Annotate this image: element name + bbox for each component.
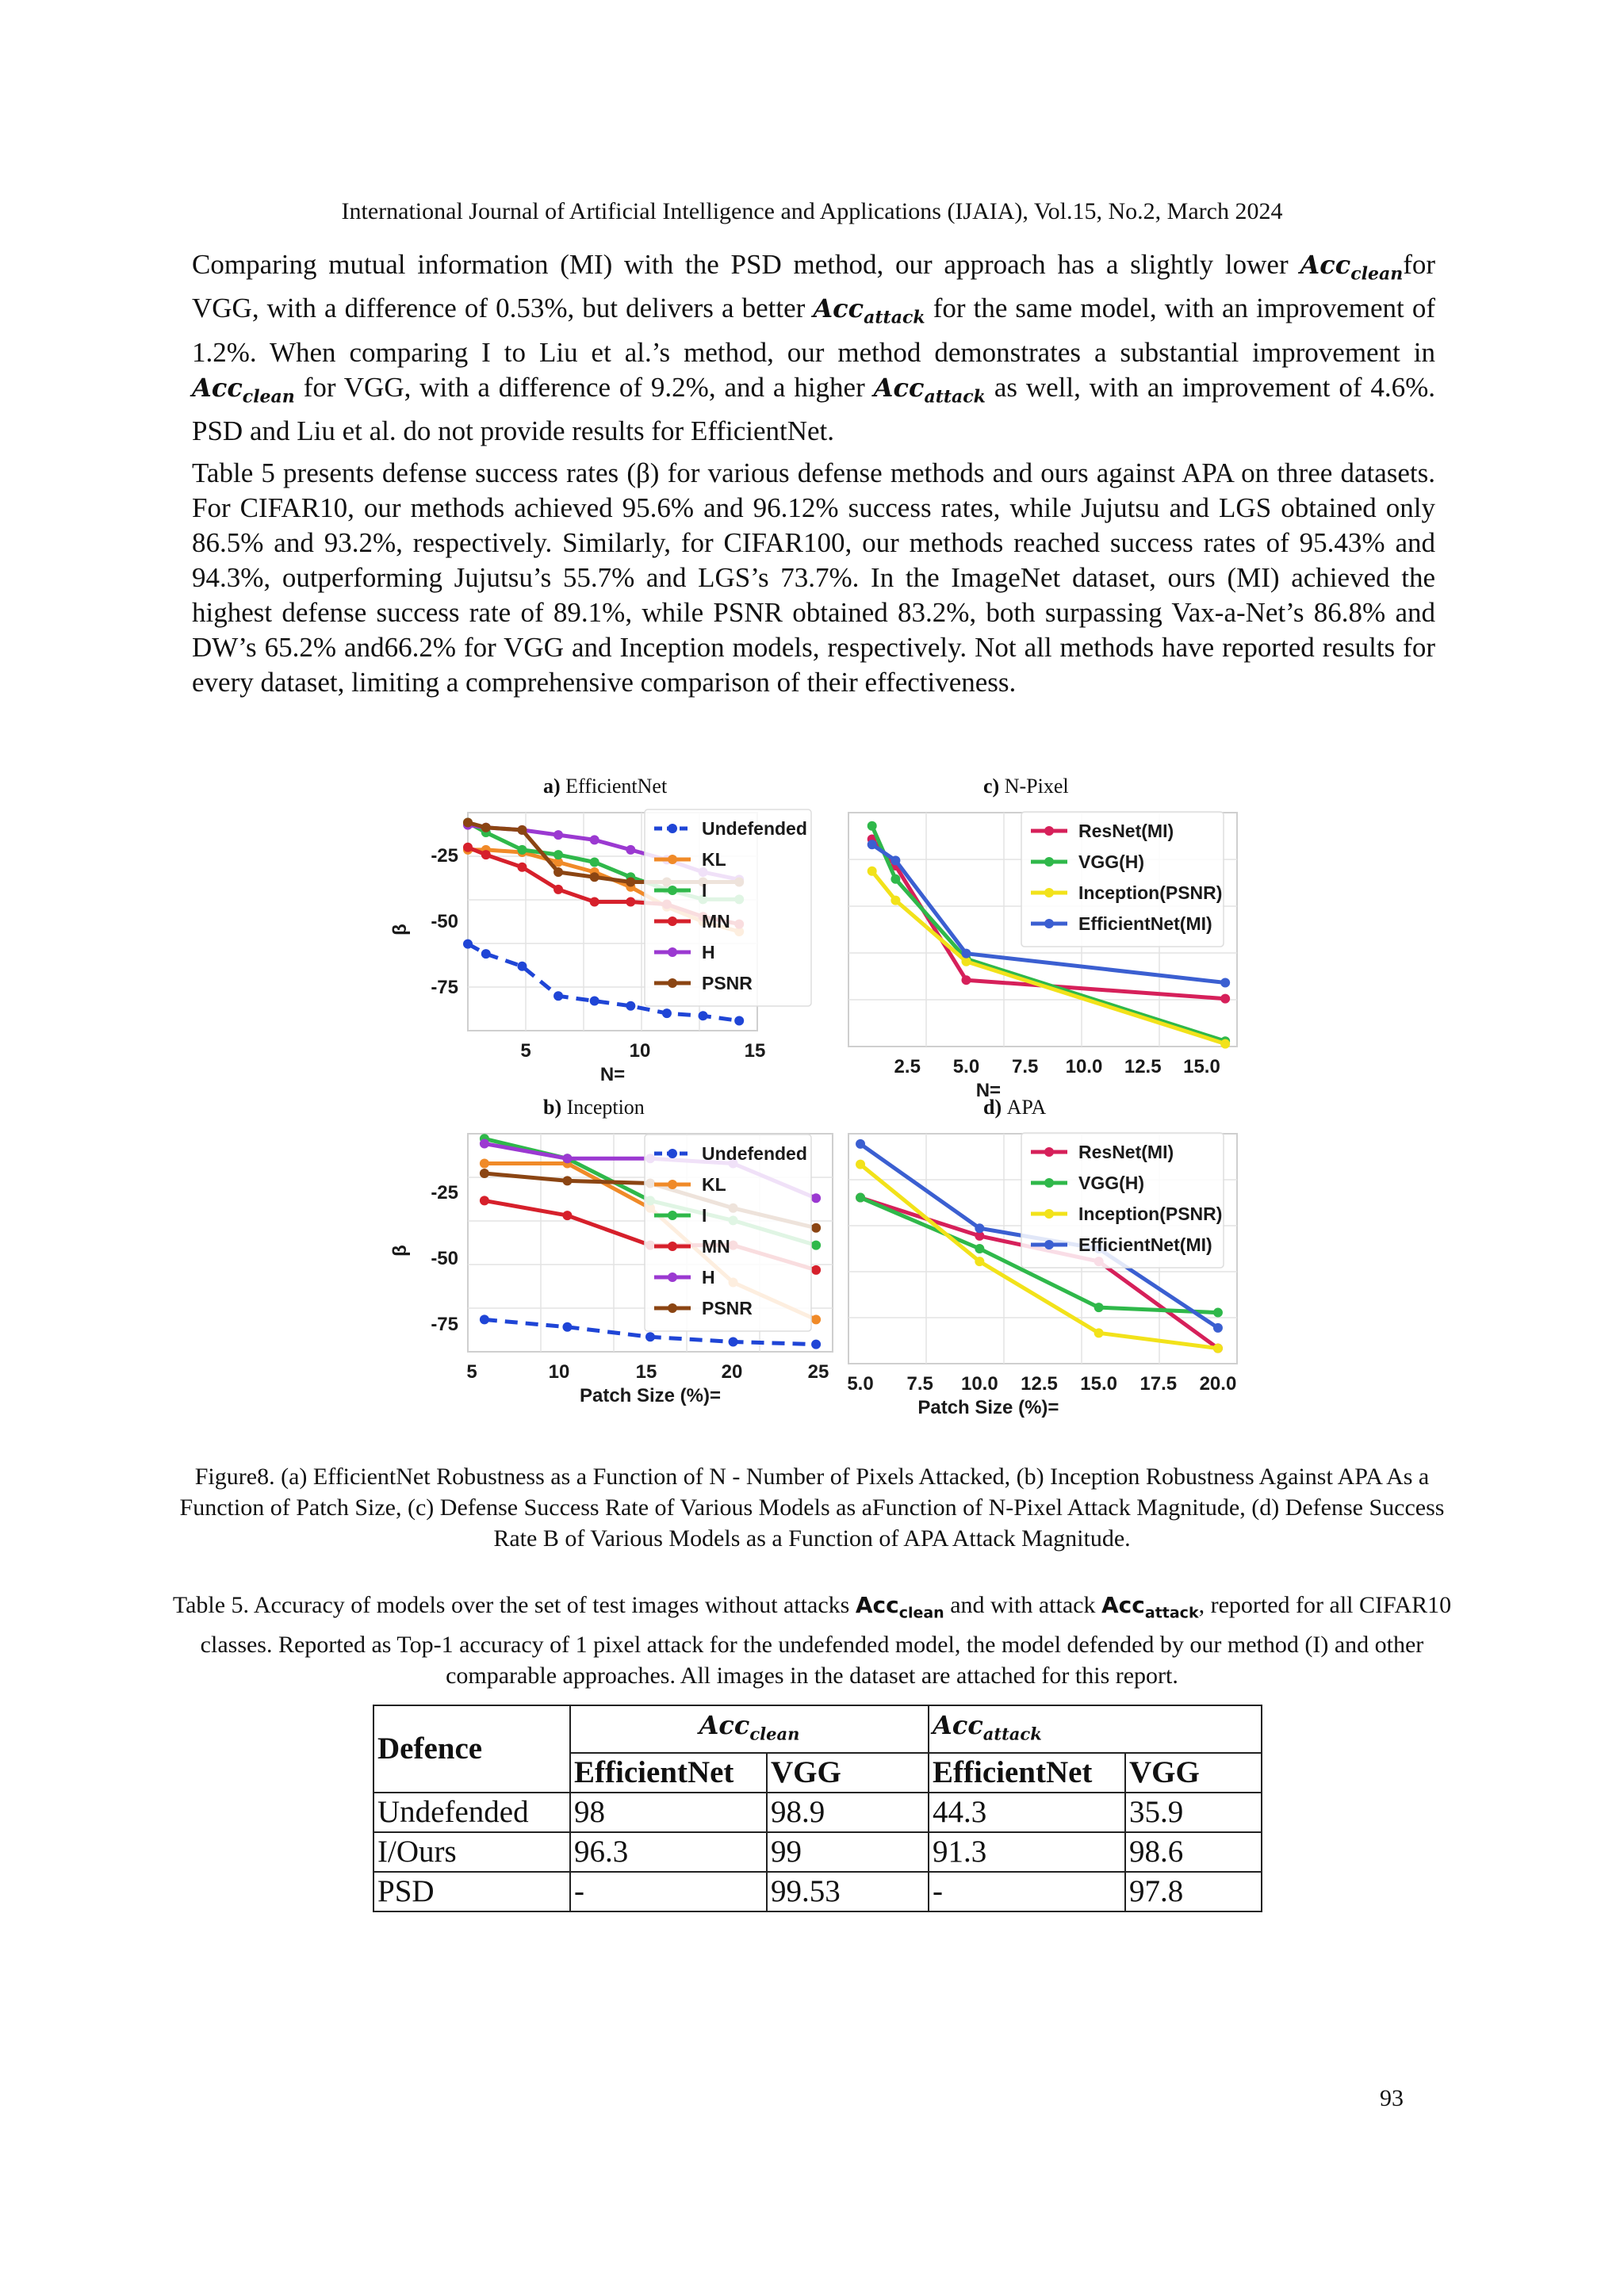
- data-point: [1220, 994, 1230, 1004]
- cell: 98.9: [767, 1793, 929, 1832]
- x-tick-label: 20: [721, 1361, 743, 1383]
- para1-text-2: for VGG, with a difference of 0.53%, but delivers a better: [192, 249, 1435, 324]
- data-point: [590, 997, 599, 1006]
- row-name: PSD: [373, 1872, 570, 1911]
- legend-marker: [668, 1303, 677, 1313]
- chart-title-prefix: c): [983, 775, 1005, 798]
- page-number: 93: [1380, 2085, 1404, 2111]
- x-tick-label: 10: [548, 1361, 570, 1383]
- data-point: [856, 1160, 865, 1169]
- data-point: [811, 1314, 821, 1324]
- legend-label: KL: [702, 849, 726, 870]
- data-point: [891, 855, 900, 865]
- x-tick-label: 10.0: [960, 1373, 998, 1395]
- legend-marker: [1044, 1147, 1054, 1157]
- legend-label: EfficientNet(MI): [1078, 913, 1212, 934]
- data-point: [856, 1139, 865, 1149]
- x-tick-label: 20.0: [1199, 1373, 1237, 1395]
- legend-label: H: [702, 1267, 715, 1288]
- data-point: [1220, 1039, 1230, 1049]
- chart-title-c: [983, 775, 1069, 798]
- legend-marker: [1044, 888, 1054, 897]
- data-point: [699, 1011, 708, 1020]
- x-tick-label: 15: [744, 1040, 766, 1062]
- y-tick-label: -50: [431, 911, 458, 932]
- acc-clean-symbol: Acc$_{clean}$: [855, 1592, 944, 1622]
- data-point: [811, 1223, 821, 1233]
- chart-title-text: N-Pixel: [1004, 775, 1069, 798]
- data-point: [553, 850, 563, 859]
- data-point: [626, 1001, 635, 1011]
- legend-label: MN: [702, 911, 730, 932]
- x-tick-label: 5.0: [952, 1056, 980, 1077]
- paragraph-table5-summary: Table 5 presents defense success rates (β) for various defense methods and ours against APA on three datasets. For CIFAR10, our methods achieved 95.6% and 96.12% success rates, while Jujutsu and LGS obtained only 86.5% and 93.2%, respectively. Similarly, for CIFAR100, our methods reached success rates of 95.43% and 94.3%, outperforming Jujutsu’s 55.7% and LGS’s 73.7%. In the ImageNet dataset, ours (MI) achieved the highest defense success rate of 89.1%, while PSNR obtained 83.2%, both surpassing Vax-a-Net’s 86.8% and DW’s 65.2% and66.2% for VGG and Inception models, respectively. Not all methods have reported results for every dataset, limiting a comprehensive comparison of their effectiveness.: [192, 457, 1435, 698]
- legend-marker: [668, 886, 677, 895]
- data-point: [590, 897, 599, 907]
- figure-caption: Figure8. (a) EfficientNet Robustness as a Function of N - Number of Pixels Attacked, (b) Inception Robustness Against APA As a Function of Patch Size, (c) Defense Success Rate of Various Models as aFunction of N-Pixel Attack Magnitude, (d) Defense Success Rate B of Various Models as a Function of APA Attack Magnitude.: [179, 1464, 1445, 1552]
- chart-title-b: [543, 1096, 645, 1119]
- legend-marker: [668, 1149, 677, 1158]
- legend-marker: [668, 824, 677, 833]
- legend-label: Undefended: [702, 818, 807, 839]
- subheader-vgg-attack: VGG: [1125, 1753, 1262, 1793]
- chart-title-prefix: a): [543, 775, 566, 798]
- x-tick-label: 25: [807, 1361, 829, 1383]
- legend-label: ResNet(MI): [1078, 1142, 1174, 1162]
- legend-label: Inception(PSNR): [1078, 1203, 1223, 1224]
- data-point: [480, 1196, 489, 1205]
- data-point: [480, 1159, 489, 1169]
- data-point: [562, 1211, 572, 1220]
- data-point: [891, 874, 900, 884]
- chart-title-text: EfficientNet: [565, 775, 668, 798]
- subheader-efficientnet-clean: EfficientNet: [570, 1753, 767, 1793]
- legend-marker: [1044, 919, 1054, 928]
- data-point: [590, 872, 599, 882]
- acc-clean-header: Acc$_{clean}$: [570, 1705, 929, 1753]
- x-tick-label: 17.5: [1139, 1373, 1178, 1395]
- x-tick-label: 12.5: [1124, 1056, 1162, 1077]
- legend-label: I: [702, 880, 707, 901]
- cell: 97.8: [1125, 1872, 1262, 1911]
- y-tick-label: -50: [431, 1248, 458, 1269]
- data-point: [481, 850, 491, 859]
- legend-marker: [668, 916, 677, 926]
- x-tick-label: 15.0: [1080, 1373, 1118, 1395]
- data-point: [626, 897, 635, 907]
- data-point: [481, 823, 491, 832]
- data-point: [463, 818, 473, 828]
- data-point: [868, 840, 877, 849]
- data-point: [590, 858, 599, 867]
- para1-text-3: for the same model, with an improvement of 1.2%. When comparing I to Liu et al.’s method, our method demonstrates a substantial improvement in: [192, 293, 1435, 368]
- y-tick-label: -75: [431, 1314, 458, 1335]
- data-point: [562, 1154, 572, 1163]
- chart-title-a: [543, 775, 668, 798]
- data-point: [553, 867, 563, 877]
- y-axis-label: β: [389, 1245, 411, 1257]
- journal-header: International Journal of Artificial Intelligence and Applications (IJAIA), Vol.15, No.2, March 2024: [341, 198, 1283, 224]
- x-tick-label: 5.0: [847, 1373, 874, 1395]
- legend-label: PSNR: [702, 973, 753, 993]
- data-point: [1094, 1303, 1104, 1312]
- data-point: [975, 1257, 984, 1266]
- data-point: [1213, 1308, 1223, 1318]
- para1-text-5: as well, with an improvement of 4.6%. PSD and Liu et al. do not provide results for EfficientNet.: [192, 371, 1436, 447]
- y-axis-label: β: [389, 924, 411, 936]
- cell: 96.3: [570, 1832, 767, 1872]
- data-point: [626, 845, 635, 855]
- x-axis-label: N=: [599, 1064, 626, 1085]
- x-axis-label: N=: [975, 1080, 1002, 1101]
- chart-title-prefix: b): [543, 1096, 567, 1119]
- figure-8: [381, 769, 1253, 1439]
- legend-label: H: [702, 942, 715, 962]
- y-tick-label: -75: [431, 977, 458, 998]
- x-tick-label: 15.0: [1183, 1056, 1220, 1077]
- y-tick-label: -25: [431, 1182, 458, 1203]
- data-point: [480, 1139, 489, 1149]
- legend-marker: [1044, 1240, 1054, 1249]
- data-point: [481, 949, 491, 959]
- legend-label: Inception(PSNR): [1078, 882, 1223, 903]
- data-point: [517, 962, 527, 971]
- data-point: [553, 991, 563, 1001]
- x-tick-label: 10: [629, 1040, 651, 1062]
- legend-label: VGG(H): [1078, 851, 1145, 872]
- cell: 35.9: [1125, 1793, 1262, 1832]
- table-row: [373, 1832, 1262, 1872]
- legend-marker: [1044, 1178, 1054, 1188]
- legend-marker: [668, 978, 677, 988]
- chart-title-d: [983, 1096, 1046, 1119]
- chart-title-text: APA: [1006, 1096, 1047, 1119]
- data-point: [662, 1008, 672, 1018]
- x-tick-label: 15: [635, 1361, 657, 1383]
- x-tick-label: 5: [466, 1361, 477, 1383]
- legend-label: VGG(H): [1078, 1173, 1145, 1193]
- cell: -: [570, 1872, 767, 1911]
- table-row: [373, 1793, 1262, 1832]
- data-point: [961, 975, 971, 985]
- cell: -: [929, 1872, 1125, 1911]
- data-point: [975, 1223, 984, 1233]
- legend-label: EfficientNet(MI): [1078, 1234, 1212, 1255]
- acc-attack-symbol: Acc$_{attack}$: [873, 372, 986, 408]
- table-row: [373, 1872, 1262, 1911]
- data-point: [811, 1241, 821, 1250]
- data-point: [1213, 1323, 1223, 1333]
- subheader-efficientnet-attack: EfficientNet: [929, 1753, 1125, 1793]
- data-point: [626, 878, 635, 887]
- data-point: [517, 845, 527, 855]
- legend-label: ResNet(MI): [1078, 821, 1174, 841]
- table-header-row: [373, 1705, 1262, 1753]
- data-point: [590, 835, 599, 844]
- cell: 98: [570, 1793, 767, 1832]
- data-point: [891, 896, 900, 905]
- acc-clean-symbol: Acc$_{clean}$: [192, 372, 295, 408]
- x-tick-label: 12.5: [1021, 1373, 1058, 1395]
- x-tick-label: 7.5: [906, 1373, 933, 1395]
- acc-attack-symbol: Acc$_{attack}$: [1101, 1592, 1199, 1622]
- data-point: [517, 825, 527, 835]
- cell: 91.3: [929, 1832, 1125, 1872]
- acc-attack-header: Acc$_{attack}$: [929, 1705, 1262, 1753]
- legend-marker: [668, 947, 677, 957]
- x-axis-label: Patch Size (%)=: [579, 1385, 722, 1406]
- data-point: [1220, 978, 1230, 988]
- legend-marker: [1044, 826, 1054, 836]
- data-point: [856, 1193, 865, 1203]
- legend-marker: [668, 1211, 677, 1220]
- legend-marker: [668, 1180, 677, 1189]
- data-point: [1213, 1344, 1223, 1353]
- subheader-vgg-clean: VGG: [767, 1753, 929, 1793]
- chart-title-prefix: d): [983, 1096, 1007, 1119]
- data-point: [463, 843, 473, 852]
- cell: 99.53: [767, 1872, 929, 1911]
- x-tick-label: 7.5: [1012, 1056, 1039, 1077]
- data-point: [480, 1169, 489, 1178]
- x-tick-label: 2.5: [894, 1056, 921, 1077]
- data-point: [811, 1265, 821, 1275]
- legend-marker: [668, 1272, 677, 1282]
- legend-label: Undefended: [702, 1143, 807, 1164]
- table-5: [373, 1705, 1262, 1912]
- data-point: [463, 939, 473, 949]
- cell: 99: [767, 1832, 929, 1872]
- data-point: [975, 1244, 984, 1253]
- data-point: [562, 1322, 572, 1332]
- legend-label: KL: [702, 1174, 726, 1195]
- data-point: [553, 830, 563, 840]
- para1-text-4: for VGG, with a difference of 9.2%, and a higher: [303, 371, 865, 403]
- row-name: Undefended: [373, 1793, 570, 1832]
- data-point: [562, 1176, 572, 1185]
- defence-header: Defence: [373, 1705, 570, 1793]
- x-tick-label: 5: [520, 1040, 531, 1062]
- acc-attack-symbol: Acc$_{attack}$: [813, 293, 925, 328]
- data-point: [811, 1340, 821, 1349]
- para1-text-1: Comparing mutual information (MI) with the PSD method, our approach has a slightly lower: [192, 249, 1289, 280]
- legend-label: I: [702, 1205, 707, 1226]
- legend-marker: [668, 855, 677, 864]
- chart-title-text: Inception: [566, 1096, 645, 1119]
- cell: 44.3: [929, 1793, 1125, 1832]
- data-point: [480, 1314, 489, 1324]
- legend-label: PSNR: [702, 1298, 753, 1318]
- data-point: [645, 1332, 655, 1341]
- paragraph-comparison: [192, 247, 1435, 449]
- data-point: [868, 867, 877, 876]
- row-name: I/Ours: [373, 1832, 570, 1872]
- x-tick-label: 10.0: [1065, 1056, 1103, 1077]
- data-point: [729, 1337, 738, 1347]
- cell: 98.6: [1125, 1832, 1262, 1872]
- x-axis-label: Patch Size (%)=: [917, 1397, 1059, 1418]
- figure-8-svg: [381, 769, 1253, 1435]
- legend-marker: [668, 1242, 677, 1251]
- legend-label: MN: [702, 1236, 730, 1257]
- table-caption: Table 5. Accuracy of models over the set of test images without attacks Acc$_{clean}$ and with attack Acc$_{attack}$, reported for all CIFAR10 classes. Reported as Top-1 accuracy of 1 pixel attack for the undefended model, the model defended by our method (I) and other comparable approaches. All images in the dataset are attached for this report.: [172, 1592, 1452, 1689]
- data-point: [868, 821, 877, 831]
- data-point: [553, 885, 563, 894]
- legend-marker: [1044, 857, 1054, 867]
- data-point: [811, 1193, 821, 1203]
- data-point: [734, 1016, 744, 1026]
- acc-clean-symbol: Acc$_{clean}$: [1300, 250, 1404, 285]
- legend-marker: [1044, 1209, 1054, 1219]
- data-point: [517, 863, 527, 872]
- data-point: [961, 949, 971, 959]
- y-tick-label: -25: [431, 845, 458, 867]
- data-point: [1094, 1328, 1104, 1337]
